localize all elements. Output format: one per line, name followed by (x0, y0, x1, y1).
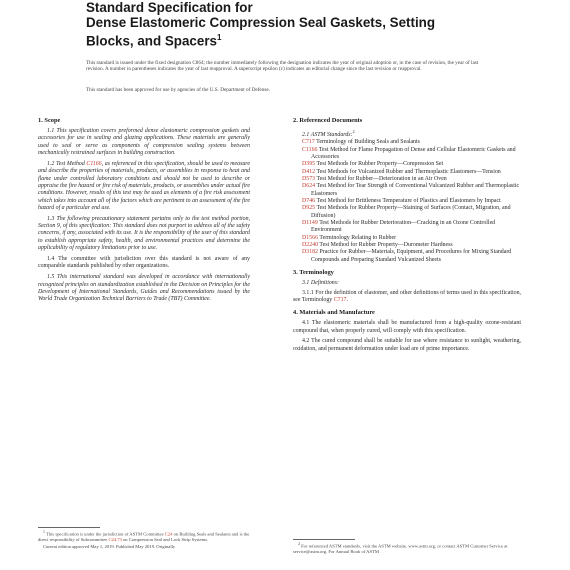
scope-paragraph-1: 1.1 This specification covers preformed dense elastomeric compression gaskets and accessories for use in sealing and glazing applications. These materials are generally used to seal or serve as components of compression sealing systems between mechanically restrained surfaces in building construction. (38, 128, 250, 157)
reference-code-link[interactable]: D573 (302, 176, 316, 183)
reference-title: Practice for Rubber—Materials, Equipment, and Procedures for Mixing Standard Compounds and Preparing Standard Vulcanized Sheets (311, 249, 512, 263)
reference-title: Terminology of Building Seals and Sealants (314, 139, 420, 146)
title-line-2: Dense Elastomeric Compression Seal Gaskets, Setting (86, 15, 436, 30)
reference-title: Test Method for Tear Strength of Conventional Vulcanized Rubber and Thermoplastic Elastomers (311, 183, 520, 197)
document-title (86, 0, 526, 48)
reference-code-link[interactable]: D925 (302, 205, 316, 212)
reference-title: Test Method for Brittleness Temperature of Plastics and Elastomers by Impact (315, 198, 501, 205)
footnote-2: $^2$ For referenced ASTM standards, visit the ASTM website, www.astm.org, or contact ASTM Customer Service at service@astm.org. For Annual Book of ASTM (293, 542, 508, 555)
reference-title: Test Methods for Rubber Deterioration—Cracking in an Ozone Controlled Environment (311, 220, 496, 234)
reference-code-link[interactable]: D746 (302, 198, 316, 205)
link-c24[interactable]: C24 (164, 531, 173, 537)
section-heading-references: 2. Referenced Documents (293, 117, 363, 124)
materials-paragraph-1: 4.1 The elastomeric materials shall be manufactured from a high-quality ozone-resistant compound that, when properly cured, will comply with this specification. (293, 320, 521, 334)
section-heading-scope: 1. Scope (38, 117, 61, 124)
link-c24-73[interactable]: C24.73 (108, 537, 122, 543)
reference-code-link[interactable]: C717 (302, 139, 315, 146)
reference-code-link[interactable]: D624 (302, 183, 316, 190)
materials-paragraph-2: 4.2 The cured compound shall be suitable for use where resistance to sunlight, weathering, oxidation, and permanent deformation under load are of prime importance. (293, 338, 521, 352)
left-column (38, 117, 250, 307)
reference-item (302, 249, 521, 264)
reference-code-link[interactable]: D1566 (302, 234, 319, 241)
reference-code-link[interactable]: D3182 (302, 249, 319, 256)
terminology-definitions-label: 3.1 Definitions: (302, 280, 339, 287)
reference-title: Terminology Relating to Rubber (318, 234, 397, 241)
footnote-divider-left (38, 527, 100, 528)
reference-item (302, 147, 521, 162)
footnote-1: $^1$ This specification is under the jurisdiction of ASTM Committee C24 on Building Seals and Sealants and is the direct responsibility of Subcommittee C24.73 on Compression Seal and Lock Strip Systems. (38, 530, 250, 543)
right-column (293, 117, 521, 357)
reference-title: Test Methods for Vulcanized Rubber and Thermoplastic Elastomers—Tension (315, 168, 501, 175)
section-heading-materials: 4. Materials and Manufacture (293, 309, 375, 317)
reference-item (302, 169, 521, 176)
reference-code-link[interactable]: D1149 (302, 220, 318, 227)
reference-title: Test Methods for Rubber Property—Staining of Surfaces (Contact, Migration, and Diffusion) (311, 205, 511, 219)
scope-paragraph-3: 1.3 The following precautionary statement pertains only to the test method portion, Section 9, of this specification: This standard does not purport to address all of the safety concerns, if any, associated with its use. It is the responsibility of the user of this standard to establish appropriate safety, health, and environmental practices and determine the applicability of regulatory limitations prior to use. (38, 215, 250, 252)
reference-code-link[interactable]: D395 (302, 161, 316, 168)
reference-list (293, 139, 521, 264)
terminology-paragraph: 3.1.1 For the definition of elastomer, and other definitions of terms used in this specification, see Terminology C717. (293, 289, 521, 303)
reference-code-link[interactable]: D412 (302, 168, 316, 175)
title-line-3: Blocks, and Spacers$^1$ (86, 33, 222, 49)
reference-title: Test Method for Flame Propagation of Dense and Cellular Elastomeric Gaskets and Accessories (311, 146, 516, 160)
reference-code-link[interactable]: C1166 (302, 146, 318, 153)
section-heading-terminology: 3. Terminology (293, 269, 334, 277)
link-c1166[interactable]: C1166 (86, 160, 102, 167)
reference-code-link[interactable]: D2240 (302, 242, 319, 249)
designation-notice: This standard is issued under the fixed designation C864; the number immediately following the designation indicates the year of original adoption or, in the case of revision, the year of last revision. A number in parentheses indicates the year of last reapproval. A superscript epsilon (ε) indicates an editorial change since the last revision or reapproval. (86, 60, 479, 73)
scope-paragraph-4: 1.4 The committee with jurisdiction over this standard is not aware of any comparable standards published by other organizations. (38, 256, 250, 270)
scope-paragraph-5: 1.5 This international standard was developed in accordance with internationally recognized principles on standardization established in the Decision on Principles for the Development of International Standards, Guides and Recommendations issued by the World Trade Organization Technical Barriers to Trade (TBT) Committee. (38, 274, 250, 303)
scope-paragraph-2: 1.2 Test Method C1166, as referenced in this specification, should be used to measure and describe the properties of materials, products, or assemblies in response to heat and flame under controlled laboratory conditions and should not be used to describe or appraise the fire hazard or fire risk of materials, products, or assemblies under actual fire conditions. However, results of this test may be used as elements of a fire risk assessment which takes into account all of the factors which are pertinent to an assessment of the fire hazard of a particular end use. (38, 160, 250, 211)
reference-item (302, 139, 521, 146)
title-footnote-marker: 1 (217, 33, 222, 42)
footnote-edition: Current edition approved May 1, 2019. Published May 2019. Originally (43, 543, 176, 549)
title-line-1: Standard Specification for (86, 0, 253, 15)
reference-item (302, 220, 521, 235)
reference-title: Test Methods for Rubber Property—Compression Set (315, 161, 444, 168)
reference-title: Test Method for Rubber Property—Durometer Hardness (318, 242, 453, 249)
footnote-divider-right (293, 539, 355, 540)
link-c717[interactable]: C717 (333, 296, 347, 303)
reference-title: Test Method for Rubber—Deterioration in an Air Oven (315, 176, 447, 183)
reference-item (302, 205, 521, 220)
reference-item (302, 183, 521, 198)
astm-standards-intro: 2.1 ASTM Standards:$^2$ (302, 129, 355, 138)
dod-approval-notice: This standard has been approved for use by agencies of the U.S. Department of Defense. (86, 87, 270, 93)
reference-item (302, 161, 521, 168)
footnotes-left (38, 530, 250, 551)
